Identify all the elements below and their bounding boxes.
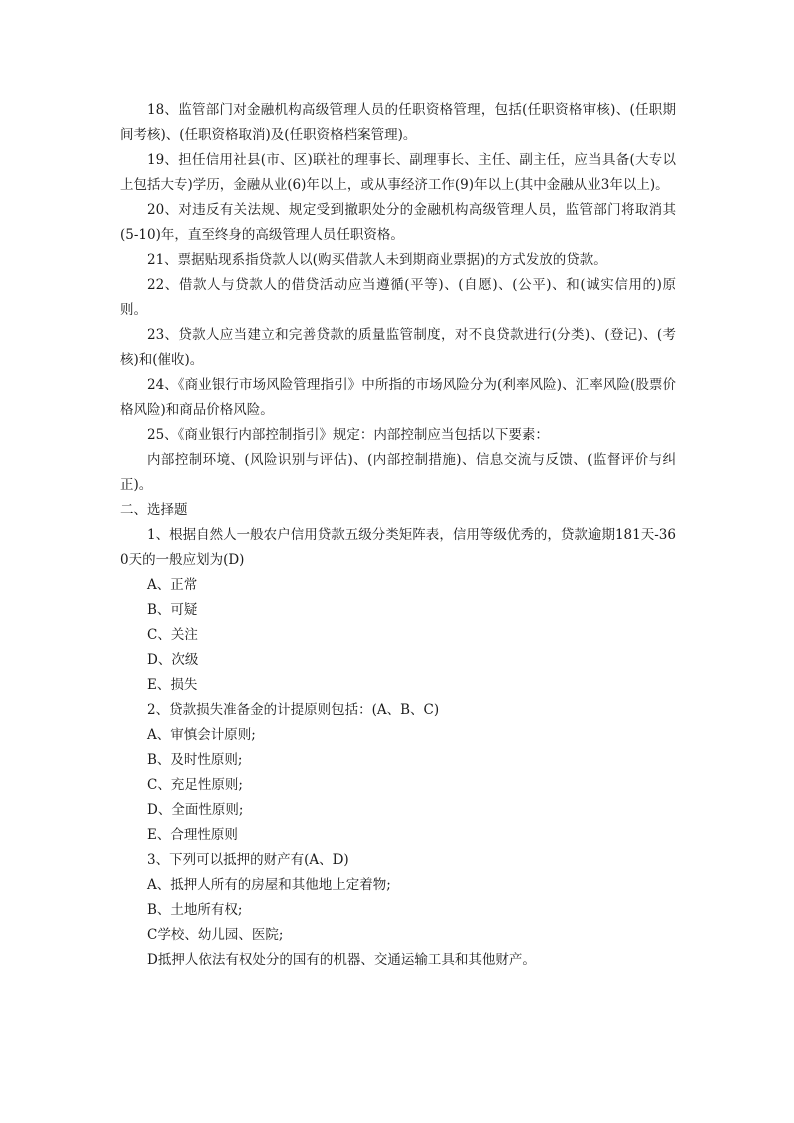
option-3-c: C学校、幼儿园、医院;	[147, 927, 284, 943]
option-3-d: D抵押人依法有权处分的国有的机器、交通运输工具和其他财产。	[147, 952, 536, 968]
option-1-e: E、损失	[147, 677, 198, 693]
option-1-a: A、正常	[147, 577, 198, 593]
option-2-c: C、充足性原则;	[147, 777, 243, 793]
option-2-d: D、全面性原则;	[147, 802, 244, 818]
option-2-b: B、及时性原则;	[147, 752, 243, 768]
fill-item-22: 22、借款人与贷款人的借贷活动应当遵循(平等)、(自愿)、(公平)、和(诚实信用的)原则。	[120, 277, 676, 318]
fill-item-23: 23、贷款人应当建立和完善贷款的质量监管制度，对不良贷款进行(分类)、(登记)、(考核)和(催收)。	[120, 327, 676, 368]
option-1-d: D、次级	[147, 652, 199, 668]
fill-item-24: 24、《商业银行市场风险管理指引》中所指的市场风险分为(利率风险)、汇率风险(股票价格风险)和商品价格风险。	[120, 377, 676, 418]
section-title: 二、选择题	[120, 502, 188, 518]
fill-item-20: 20、对违反有关法规、规定受到撤职处分的金融机构高级管理人员，监管部门将取消其(5-10)年，直至终身的高级管理人员任职资格。	[120, 202, 676, 243]
option-3-b: B、土地所有权;	[147, 902, 243, 918]
fill-item-21: 21、票据贴现系指贷款人以(购买借款人未到期商业票据)的方式发放的贷款。	[147, 252, 607, 268]
fill-item-25: 25、《商业银行内部控制指引》规定：内部控制应当包括以下要素：	[147, 427, 549, 443]
question-stem-3: 3、下列可以抵押的财产有(A、D)	[147, 852, 349, 868]
option-2-a: A、审慎会计原则;	[147, 727, 256, 743]
fill-item-18: 18、监管部门对金融机构高级管理人员的任职资格管理，包括(任职资格审核)、(任职期间考核)、(任职资格取消)及(任职资格档案管理)。	[120, 102, 676, 143]
question-stem-1: 1、根据自然人一般农户信用贷款五级分类矩阵表，信用等级优秀的，贷款逾期181天-360天的一般应划为(D)	[120, 527, 676, 568]
fill-item-19: 19、担任信用社县(市、区)联社的理事长、副理事长、主任、副主任，应当具备(大专以上包括大专)学历，金融从业(6)年以上，或从事经济工作(9)年以上(其中金融从业3年以上)。	[120, 152, 676, 193]
option-1-b: B、可疑	[147, 602, 198, 618]
question-stem-2: 2、贷款损失准备金的计提原则包括：(A、B、C)	[147, 702, 440, 718]
option-1-c: C、关注	[147, 627, 198, 643]
option-2-e: E、合理性原则	[147, 827, 238, 843]
document-page	[120, 98, 676, 973]
option-3-a: A、抵押人所有的房屋和其他地上定着物;	[147, 877, 391, 893]
fill-item-25-elements: 内部控制环境、(风险识别与评估)、(内部控制措施)、信息交流与反馈、(监督评价与纠正)。	[120, 452, 676, 493]
